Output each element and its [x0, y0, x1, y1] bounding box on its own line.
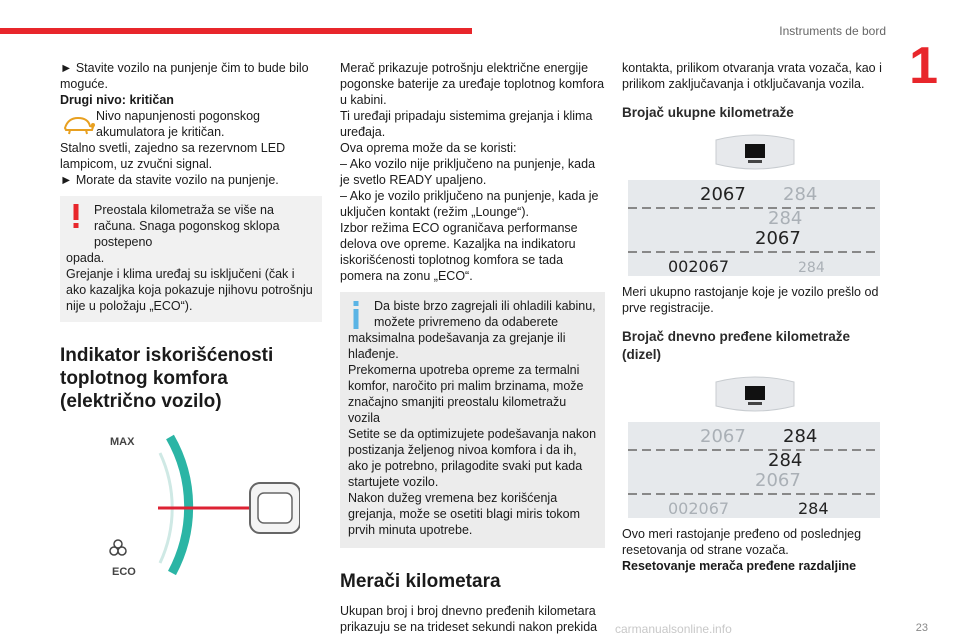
warning-text: opada. [66, 251, 105, 265]
paragraph: Meri ukupno rastojanje koje je vozilo prešlo od prve registracije. [622, 285, 879, 315]
column-1 [60, 60, 322, 593]
instrument-cluster-icon [712, 374, 798, 414]
footer-watermark: carmanualsonline.info [615, 622, 732, 636]
info-text: Setite se da optimizujete podešavanja nakon postizanja željenog nivoa komfora i da ih, ako je potrebno, prilagodite svaki put kada startujete vozilo. [348, 427, 597, 489]
level-2-title: Drugi nivo: kritičan [60, 93, 174, 107]
paragraph-bold: Resetovanje merača pređene razdaljine [622, 559, 857, 573]
column-2 [340, 60, 605, 635]
paragraph: Ukupan broj i broj dnevno pređenih kilometara prikazuju se na trideset sekundi nakon prekida [340, 604, 598, 634]
odometer-value: 2067 [755, 470, 801, 491]
battery-turtle-icon [60, 108, 96, 140]
paragraph: Ovo meri rastojanje pređeno od poslednjeg resetovanja od strane vozača. [622, 527, 862, 557]
paragraph: – Ako je vozilo priključeno na punjenje, kada je uključen kontakt (režim „Lounge“). [340, 189, 599, 219]
trip-value: 284 [798, 499, 829, 518]
trip-odometer-display [628, 422, 880, 518]
odometer-value: 2067 [755, 228, 801, 249]
subsection-title: Brojač dnevno pređene kilometraže (dizel) [622, 329, 851, 362]
section-title: Indikator iskorišćenosti toplotnog komfora (električno vozilo) [60, 345, 274, 412]
trip-value: 284 [783, 426, 818, 447]
chapter-number: 1 [909, 37, 938, 95]
info-box [340, 292, 605, 548]
paragraph: ► Morate da stavite vozilo na punjenje. [60, 173, 279, 187]
page-number: 23 [915, 622, 928, 634]
paragraph: Ova oprema može da se koristi: [340, 141, 517, 155]
gauge-eco-label: ECO [112, 566, 136, 578]
section-title: Merači kilometara [340, 571, 501, 592]
header-title: Instruments de bord [779, 24, 886, 38]
warning-text: Grejanje i klima uređaj su isključeni (čak i ako kazaljka koja pokazuje njihovu potrošnju nije u položaju „ECO“). [66, 267, 313, 313]
paragraph: Merač prikazuje potrošnju električne energije pogonske baterije za uređaje toplotnog komfora u kabini. [340, 61, 605, 107]
warning-box [60, 196, 322, 322]
paragraph: kontakta, prilikom otvaranja vrata vozača, kao i prilikom zaključavanja i otključavanja vozila. [622, 61, 882, 91]
paragraph: – Ako vozilo nije priključeno na punjenje, kada je svetlo READY upaljeno. [340, 157, 596, 187]
paragraph: Stalno svetli, zajedno sa rezervnom LED lampicom, uz zvučni signal. [60, 141, 286, 171]
info-text: Da biste brzo zagrejali ili ohladili kabinu, možete privremeno da odaberete [374, 299, 596, 329]
odometer-value: 002067 [668, 499, 730, 518]
gauge-max-label: MAX [110, 436, 135, 448]
trip-value: 284 [768, 450, 803, 471]
trip-value: 284 [798, 260, 825, 276]
total-odometer-display [628, 180, 880, 276]
paragraph: ► Stavite vozilo na punjenje čim to bude bilo moguće. [60, 61, 309, 91]
instrument-cluster-icon [712, 132, 798, 172]
subsection-title: Brojač ukupne kilometraže [622, 105, 794, 120]
odometer-value: 2067 [700, 184, 746, 205]
warning-text: Preostala kilometraža se više na računa. Snaga pogonskog sklopa postepeno [94, 203, 280, 249]
odometer-value: 002067 [668, 257, 730, 276]
odometer-value: 2067 [700, 426, 746, 447]
info-text: Prekomerna upotreba opreme za termalni komfor, naročito pri malim brzinama, može značajno smanjiti preostalu kilometražu vozila [348, 363, 584, 425]
paragraph: Izbor režima ECO ograničava performanse delova ove opreme. Kazaljka na indikatoru iskorišćenosti toplotnog komfora se tada pomera na zonu „ECO“. [340, 221, 578, 283]
fan-icon [110, 540, 126, 555]
paragraph: Ti uređaji pripadaju sistemima grejanja i klima uređaja. [340, 109, 593, 139]
trip-value: 284 [783, 184, 818, 205]
battery-warning-text: Nivo napunjenosti pogonskog akumulatora je kritičan. [96, 109, 261, 139]
info-icon [350, 300, 362, 330]
exclamation-icon [70, 203, 82, 229]
info-text: maksimalna podešavanja za grejanje ili hlađenje. [348, 331, 566, 361]
column-3 [622, 60, 884, 574]
battery-warning-line [60, 108, 322, 140]
trip-value: 284 [768, 208, 803, 229]
header-accent-bar [0, 28, 472, 34]
info-text: Nakon dužeg vremena bez korišćenja grejanja, može se osetiti blagi miris tokom prvih minuta upotrebe. [348, 491, 581, 537]
thermal-comfort-gauge [100, 423, 300, 593]
